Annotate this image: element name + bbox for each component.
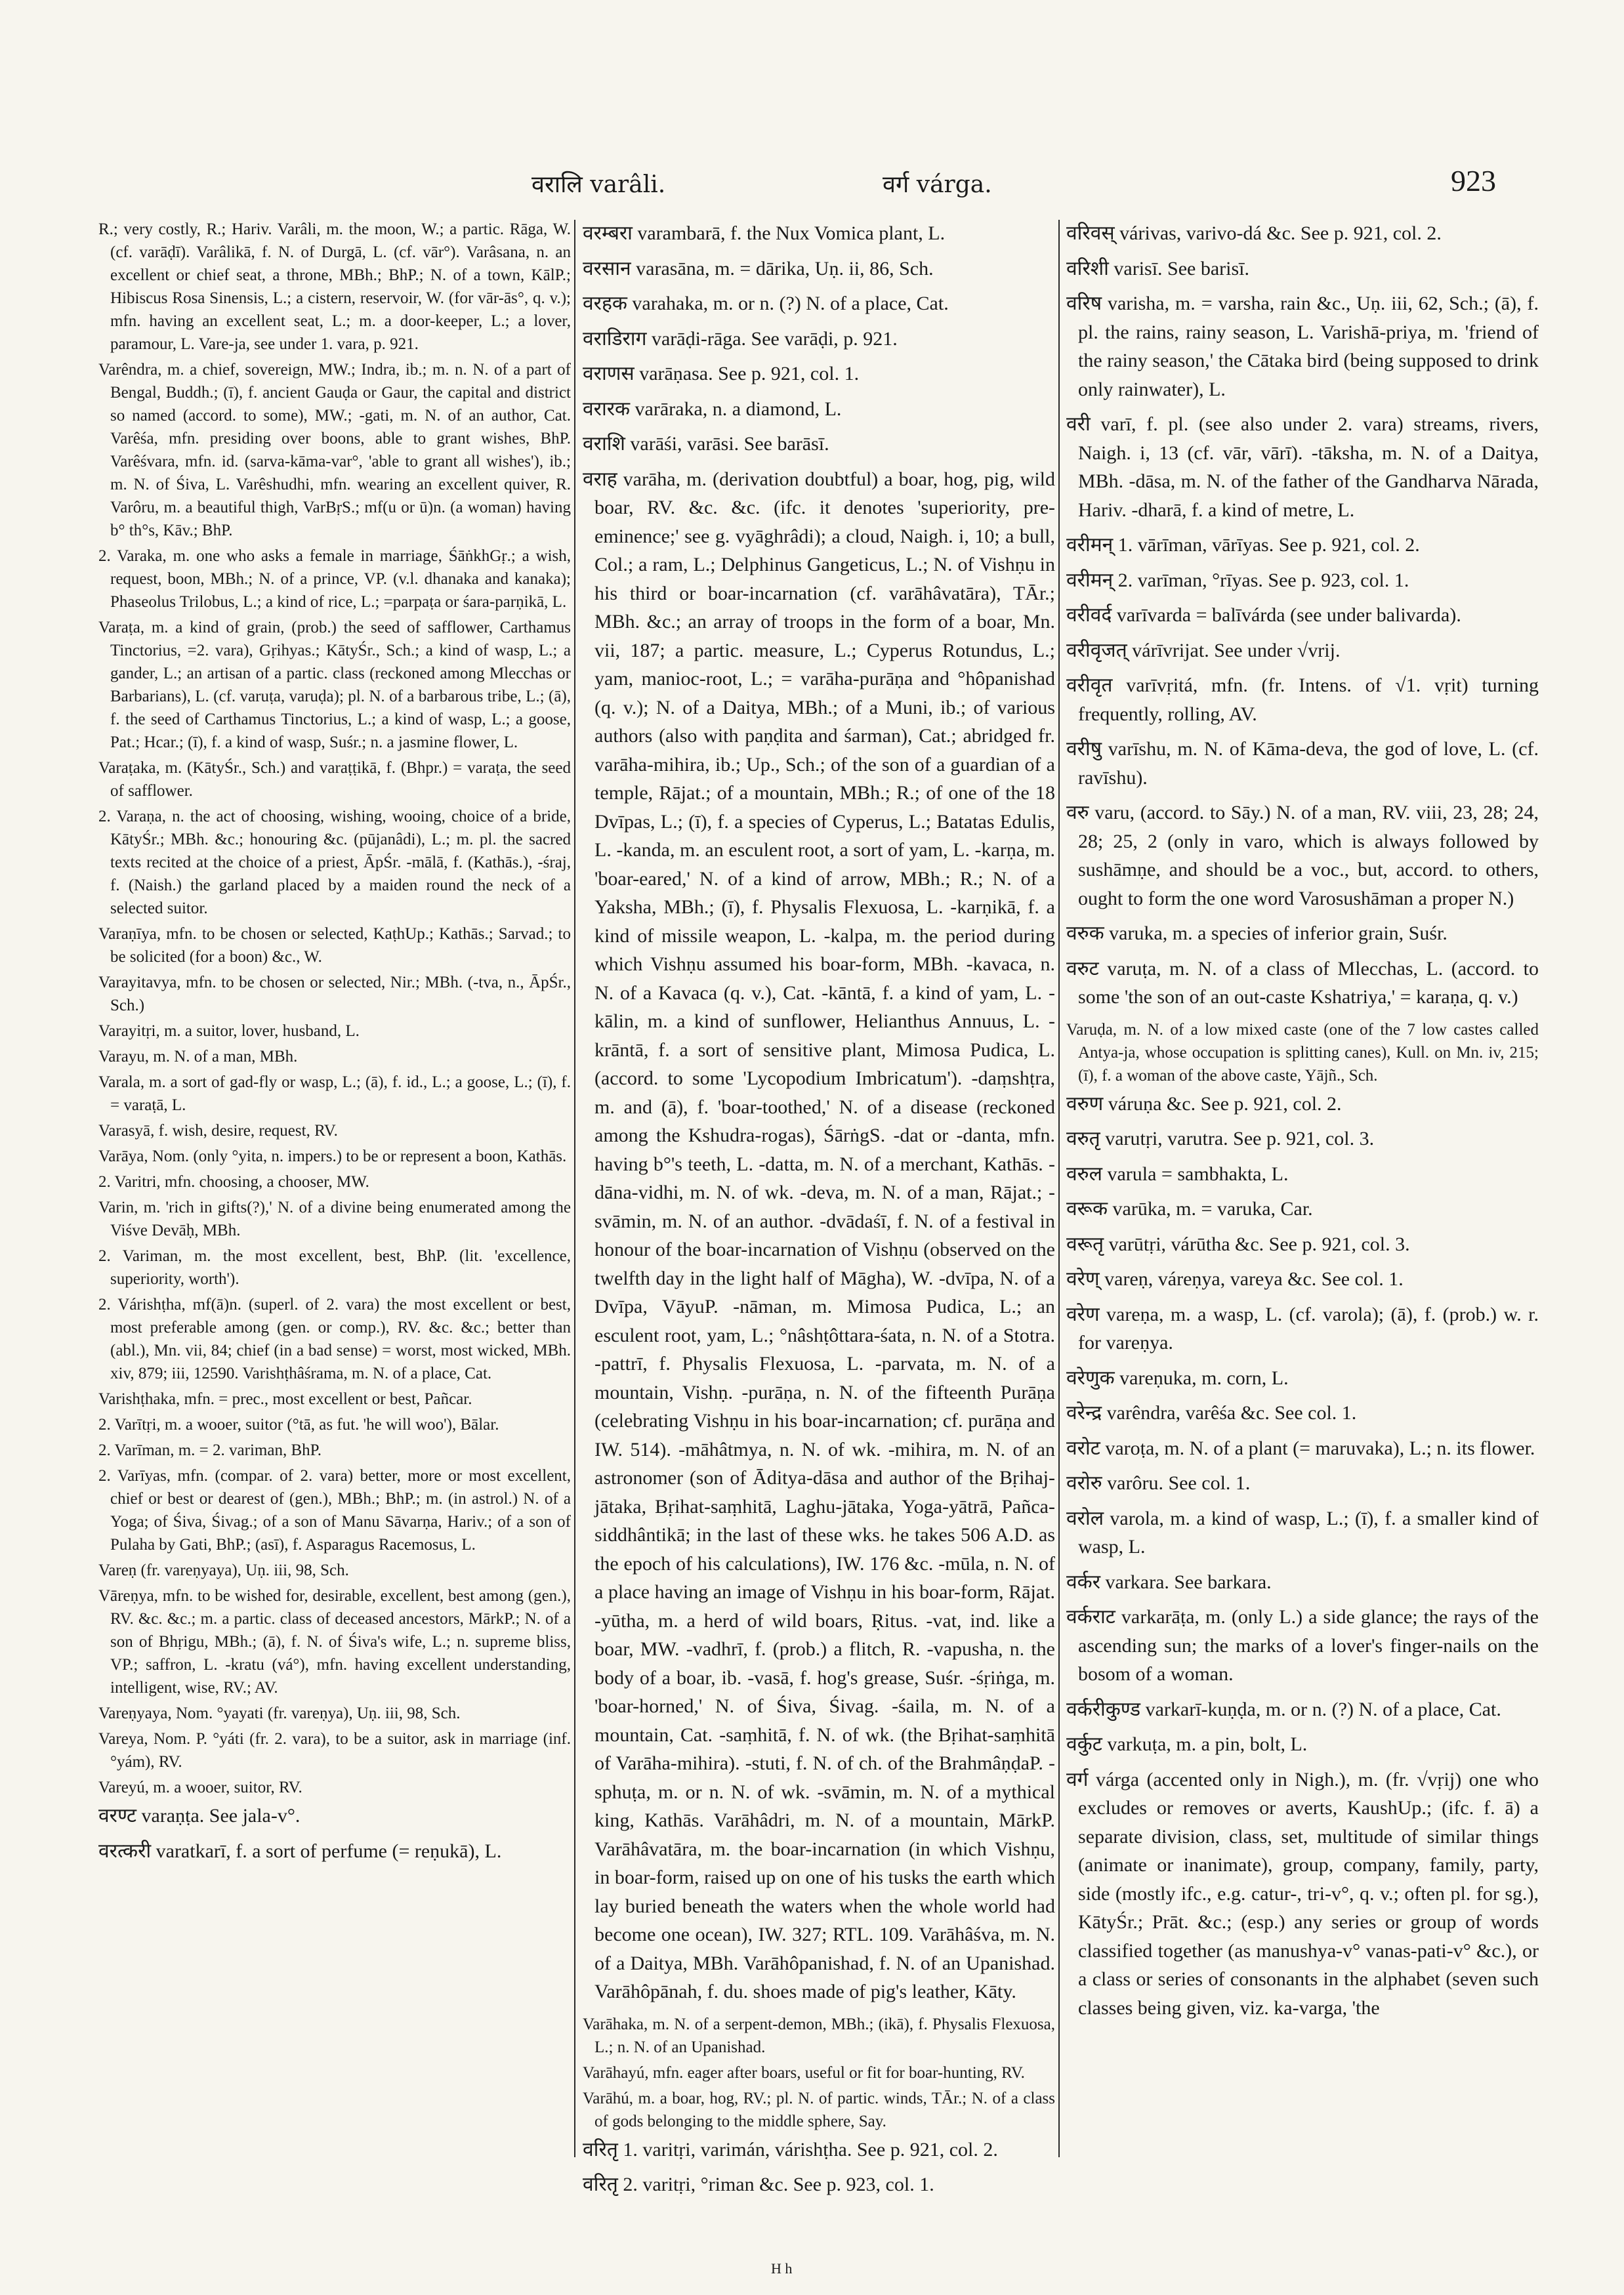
dictionary-entry: Vāreṇya, mfn. to be wished for, desirable, excellent, best among (gen.), RV. &c. &c.; m. a partic. class of deceased ancestors, MārkP.; N. of a son of Bhṛigu, MBh.; (ā), f. N. of Śiva's wife, L.; n. supreme bliss, VP.; saffron, L. -kratu (vá°), mfn. having excellent understanding, intelligent, wise, RV.; AV. <box>98 1587 571 1697</box>
dictionary-entry: वरीवृजत् várīvrijat. See under √vrij. <box>1066 639 1341 661</box>
dictionary-entry: वरुल varula = sambhakta, L. <box>1066 1163 1289 1185</box>
dictionary-entry: वर्ग várga (accented only in Nigh.), m. (fr. √vṛij) one who excludes or removes or averts, KaushUp.; (ifc. f. ā) a separate division, class, set, multitude of similar things (animate or inanimate), group, company, family, party, side (mostly ifc., e.g. catur-, tri-v°, q. v.; often pl. for sg.), KātyŚr.; Prāt. &c.; (esp.) any series or group of words classified together (as manushya-v° vanas-pati-v° &c.), or a class or series of consonants in the alphabet (seven such classes being given, viz. ka-varga, 'the <box>1066 1768 1539 2019</box>
header-left-headword: वरालि varâli. <box>531 171 666 198</box>
dictionary-entry: 2. Varitri, mfn. choosing, a chooser, MW. <box>98 1173 369 1191</box>
dictionary-entry: Varuḍa, m. N. of a low mixed caste (one of the 7 low castes called Antya-ja, whose occupation is splitting canes), Kull. on Mn. iv, 215; (ī), f. a woman of the above caste, Yājñ., Sch. <box>1066 1020 1539 1085</box>
dictionary-entry: Varāya, Nom. (only °yita, n. impers.) to be or represent a boon, Kathās. <box>98 1148 567 1165</box>
dictionary-entry: वर्कराट varkarāṭa, m. (only L.) a side glance; the rays of the ascending sun; the marks of a lover's finger-nails on the bosom of a woman. <box>1066 1606 1539 1685</box>
dictionary-entry: वरु varu, (accord. to Sāy.) N. of a man, RV. viii, 23, 28; 24, 28; 25, 2 (only in varo, which is always followed by sushāmṇe, and should be a voc., but, accord. to others, ought to form the one word Varosushāman a proper N.) <box>1066 802 1539 909</box>
dictionary-entry: वरसान varasāna, m. = dārika, Uṇ. ii, 86, Sch. <box>583 257 934 279</box>
dictionary-entry: 2. Varīman, m. = 2. variman, BhP. <box>98 1441 322 1459</box>
dictionary-entry: वरितृ 2. varitṛi, °riman &c. See p. 923, col. 1. <box>583 2174 934 2195</box>
dictionary-entry: वरेन्द्र varêndra, varêśa &c. See col. 1. <box>1066 1402 1357 1424</box>
dictionary-entry: Varin, m. 'rich in gifts(?),' N. of a divine being enumerated among the Viśve Devāḥ, MBh. <box>98 1199 571 1239</box>
dictionary-entry: 2. Varaka, m. one who asks a female in marriage, ŚāṅkhGṛ.; a wish, request, boon, MBh.; N. of a prince, VP. (v.l. dhanaka and kanaka); Phaseolus Trilobus, L.; a kind of rice, L.; =parpaṭa or śara-parṇikā, L. <box>98 547 571 611</box>
dictionary-entry: Varayitavya, mfn. to be chosen or selected, Nir.; MBh. (-tva, n., ĀpŚr., Sch.) <box>98 974 571 1014</box>
dictionary-entry: वराशि varāśi, varāsi. See barāsī. <box>583 433 829 455</box>
dictionary-entry: वर्करीकुण्ड varkarī-kuṇḍa, m. or n. (?) N. of a place, Cat. <box>1066 1698 1501 1720</box>
dictionary-entry: वरिवस् várivas, varivo-dá &c. See p. 921, col. 2. <box>1066 222 1442 244</box>
dictionary-column-1 <box>98 218 571 2164</box>
dictionary-entry: 2. Varaṇa, n. the act of choosing, wishing, wooing, choice of a bride, KātyŚr.; MBh. &c.; honouring &c. (pūjanâdi), L.; m. pl. the sacred texts recited at the choice of a priest, ĀpŚr. -mālā, f. (Kathās.), -śraj, f. (Naish.) the garland placed by a maiden round the neck of a selected suitor. <box>98 808 571 917</box>
dictionary-entry: वरूतृ varūtṛi, várūtha &c. See p. 921, col. 3. <box>1066 1233 1410 1255</box>
dictionary-entry: Varāhaka, m. N. of a serpent-demon, MBh.; (ikā), f. Physalis Flexuosa, L.; n. N. of an Upanishad. <box>583 2015 1055 2056</box>
dictionary-entry: Varala, m. a sort of gad-fly or wasp, L.; (ā), f. id., L.; a goose, L.; (ī), f. = varaṭā, L. <box>98 1073 571 1114</box>
dictionary-column-2 <box>583 218 1055 2195</box>
dictionary-entry: वरोरु varôru. See col. 1. <box>1066 1472 1251 1494</box>
dictionary-entry: वरीवृत varīvṛitá, mfn. (fr. Intens. of √1. vṛit) turning frequently, rolling, AV. <box>1066 674 1539 725</box>
dictionary-entry: वरीवर्द varīvarda = balīvárda (see under balivarda). <box>1066 604 1461 626</box>
dictionary-entry: Varayu, m. N. of a man, MBh. <box>98 1048 298 1065</box>
dictionary-entry: वर्कुट varkuṭa, m. a pin, bolt, L. <box>1066 1733 1308 1755</box>
dictionary-entry: Varāhú, m. a boar, hog, RV.; pl. N. of partic. winds, TĀr.; N. of a class of gods belonging to the middle sphere, Say. <box>583 2089 1055 2130</box>
dictionary-entry: वराडिराग varāḍi-rāga. See varāḍi, p. 921. <box>583 327 898 350</box>
dictionary-entry: वरुण váruṇa &c. See p. 921, col. 2. <box>1066 1092 1342 1115</box>
dictionary-entry: वरम्बरा varambarā, f. the Nux Vomica plant, L. <box>583 222 946 244</box>
dictionary-entry: 2. Varītṛi, m. a wooer, suitor (°tā, as fut. 'he will woo'), Bālar. <box>98 1416 499 1434</box>
dictionary-entry: वरीमन् 1. vārīman, vārīyas. See p. 921, col. 2. <box>1066 534 1420 556</box>
dictionary-entry: Vareyú, m. a wooer, suitor, RV. <box>98 1779 302 1796</box>
dictionary-entry: Varasyā, f. wish, desire, request, RV. <box>98 1122 338 1140</box>
dictionary-entry: Varāhayú, mfn. eager after boars, useful or fit for boar-hunting, RV. <box>583 2063 1025 2082</box>
dictionary-entry: वरिष varisha, m. = varsha, rain &c., Uṇ. iii, 62, Sch.; (ā), f. pl. the rains, rainy season, L. Varishā-priya, m. 'friend of the rainy season,' the Cātaka bird (being supposed to drink only rainwater), L. <box>1066 293 1539 400</box>
dictionary-entry: वरूक varūka, m. = varuka, Car. <box>1066 1198 1313 1220</box>
dictionary-entry: वरेणुक vareṇuka, m. corn, L. <box>1066 1367 1289 1389</box>
dictionary-entry: 2. Varīyas, mfn. (compar. of 2. vara) better, more or most excellent, chief or best or dearest of (gen.), MBh.; BhP.; m. (in astrol.) N. of a Yoga; of Śiva, Śivag.; of a son of Manu Sāvarṇa, Hariv.; of a son of Pulaha by Gati, BhP.; (asī), f. Asparagus Racemosus, L. <box>98 1467 571 1554</box>
header-center-headword: वर्ग várga. <box>883 171 992 198</box>
dictionary-entry: वरी varī, f. pl. (see also under 2. vara) streams, rivers, Naigh. i, 13 (cf. vār, vārī). -tāksha, m. N. of a Daitya, MBh. -dāsa, m. N. of the father of the Gandharva Nārada, Hariv. -dharā, f. a kind of metre, L. <box>1066 413 1539 521</box>
column-divider-1 <box>574 220 575 2157</box>
dictionary-entry: Vareṇyaya, Nom. °yayati (fr. vareṇya), Uṇ. iii, 98, Sch. <box>98 1705 461 1722</box>
dictionary-entry: वर्कर varkara. See barkara. <box>1066 1571 1272 1593</box>
dictionary-entry: वरुट varuṭa, m. N. of a class of Mlecchas, L. (accord. to some 'the son of an out-caste Kshatriya,' = karaṇa, q. v.) <box>1066 957 1539 1008</box>
dictionary-entry: वराणस varāṇasa. See p. 921, col. 1. <box>583 363 860 384</box>
dictionary-entry: Varayitṛi, m. a suitor, lover, husband, L. <box>98 1022 360 1040</box>
dictionary-entry: 2. Várishṭha, mf(ā)n. (superl. of 2. vara) the most excellent or best, most preferable among (gen. or comp.), RV. &c. &c.; better than (abl.), Mn. vii, 84; chief (in a bad sense) = worst, most wicked, MBh. xiv, 879; iii, 12590. Varishṭhâśrama, m. N. of a place, Cat. <box>98 1296 571 1382</box>
dictionary-entry: Varaṇīya, mfn. to be chosen or selected, KaṭhUp.; Kathās.; Sarvad.; to be solicited (for a boon) &c., W. <box>98 925 571 966</box>
dictionary-entry: वरोट varoṭa, m. N. of a plant (= maruvaka), L.; n. its flower. <box>1066 1437 1535 1459</box>
dictionary-entry: R.; very costly, R.; Hariv. Varâli, m. the moon, W.; a partic. Rāga, W. (cf. varāḍī). Varâlikā, f. N. of Durgā, L. (cf. vār°). Varâsana, n. an excellent or chief seat, a throne, MBh.; BhP.; N. of a town, KālP.; Hibiscus Rosa Sinensis, L.; a cistern, reservoir, W. (for vār-ās°, q. v.); mfn. having an excellent seat, L.; m. a door-keeper, L.; a lover, paramour, L. Vare-ja, see under 1. vara, p. 921. <box>98 220 571 353</box>
dictionary-entry: वरुतृ varutṛi, varutra. See p. 921, col. 3. <box>1066 1128 1375 1149</box>
dictionary-entry: वरेण vareṇa, m. a wasp, L. (cf. varola); (ā), f. (prob.) w. r. for vareṇya. <box>1066 1303 1539 1354</box>
dictionary-entry: वरितृ 1. varitṛi, varimán, várishṭha. See p. 921, col. 2. <box>583 2138 998 2161</box>
dictionary-entry: Varêndra, m. a chief, sovereign, MW.; Indra, ib.; m. n. N. of a part of Bengal, Buddh.; (ī), f. ancient Gauḍa or Gaur, the capital and district so named (accord. to some), MW.; -gati, m. N. of an author, Cat. Varêśa, mfn. presiding over boons, able to grant wishes, BhP. Varêśvara, mfn. id. (sarva-kāma-var°, 'able to grant all wishes'), ib.; m. N. of Śiva, L. Varêshudhi, mfn. wearing an excellent quiver, R. Varôru, m. a beautiful thigh, VarBṛS.; mf(u or ū)n. (a woman) having b° th°s, Kāv.; BhP. <box>98 361 571 539</box>
dictionary-entry: वरोल varola, m. a kind of wasp, L.; (ī), f. a smaller kind of wasp, L. <box>1066 1507 1539 1558</box>
dictionary-entry: वरत्करी varatkarī, f. a sort of perfume (= reṇukā), L. <box>98 1840 502 1862</box>
page-number: 923 <box>1451 164 1496 197</box>
signature-mark: H h <box>771 2260 793 2277</box>
dictionary-entry: Varaṭa, m. a kind of grain, (prob.) the seed of safflower, Carthamus Tinctorius, =2. vara), Gṛihyas.; KātyŚr., Sch.; a kind of wasp, L.; a gander, L.; an artisan of a partic. class (reckoned among Mlecchas or Barbarians), L. (cf. varuṭa, varuḍa); pl. N. of a barbarous tribe, L.; (ā), f. the seed of Carthamus Tinctorius, L.; a kind of wasp, L.; a goose, Pat.; Hcar.; (ī), f. a kind of wasp, Suśr.; n. a jasmine flower, L. <box>98 619 571 751</box>
page-header <box>98 164 1496 207</box>
dictionary-entry: वरेण् vareṇ, váreṇya, vareya &c. See col. 1. <box>1066 1268 1404 1290</box>
dictionary-entry: Vareṇ (fr. vareṇyaya), Uṇ. iii, 98, Sch. <box>98 1561 349 1579</box>
dictionary-column-3 <box>1066 218 1539 2164</box>
dictionary-entry: वरहक varahaka, m. or n. (?) N. of a place, Cat. <box>583 293 949 314</box>
dictionary-entry: वरुक varuka, m. a species of inferior grain, Suśr. <box>1066 922 1447 944</box>
column-divider-2 <box>1058 220 1060 2157</box>
dictionary-entry: Vareya, Nom. P. °yáti (fr. 2. vara), to be a suitor, ask in marriage (inf. °yám), RV. <box>98 1730 571 1771</box>
dictionary-entry: वरण्ट varaṇṭa. See jala-v°. <box>98 1805 301 1827</box>
dictionary-entry: वरारक varāraka, n. a diamond, L. <box>583 398 842 420</box>
dictionary-entry: 2. Variman, m. the most excellent, best, BhP. (lit. 'excellence, superiority, worth'). <box>98 1247 571 1288</box>
dictionary-entry: Varishṭhaka, mfn. = prec., most excellent or best, Pañcar. <box>98 1390 472 1408</box>
dictionary-entry: वरिशी varisī. See barisī. <box>1066 257 1250 279</box>
dictionary-entry: वरीमन् 2. varīman, °rīyas. See p. 923, col. 1. <box>1066 569 1409 591</box>
dictionary-entry: वराह varāha, m. (derivation doubtful) a boar, hog, pig, wild boar, RV. &c. &c. (ifc. it denotes 'superiority, pre-eminence;' see g. vyāghrâdi); a cloud, Naigh. i, 10; a bull, Col.; a ram, L.; Delphinus Gangeticus, L.; N. of Vishṇu in his third or boar-incarnation (cf. varāhâvatāra), TĀr.; MBh. &c.; an array of troops in the form of a boar, Mn. vii, 187; a partic. measure, L.; Cyperus Rotundus, L.; yam, manioc-root, L.; = varāha-purāṇa and °hôpanishad (q. v.); N. of a Daitya, MBh.; of a Muni, ib.; of various authors (also with paṇḍita and śarman), Cat.; abridged fr. varāha-mihira, ib.; Up., Sch.; of the son of a guardian of a temple, Rājat.; of a mountain, MBh.; R.; of one of the 18 Dvīpas, L.; (ī), f. a species of Cyperus, L.; Batatas Edulis, L. -kanda, m. an esculent root, a sort of yam, L. -karṇa, m. 'boar-eared,' N. of a kind of arrow, MBh.; R.; N. of a Yaksha, MBh.; (ī), f. Physalis Flexuosa, L. -karṇikā, f. a kind of missile weapon, L. -kalpa, m. the period during which Vishṇu assumed his boar-form, MBh. -kavaca, n. N. of a Kavaca (q. v.), Cat. -kāntā, f. a kind of yam, L. -kālin, m. a kind of sunflower, Helianthus Annuus, L. -krāntā, f. a sort of sensitive plant, Mimosa Pudica, L. (accord. to some 'Lycopodium Imbricatum'). -daṃshṭra, m. and (ā), f. 'boar-toothed,' N. of a disease (reckoned among the Kshudra-rogas), ŚārṅgS. -dat or -danta, mfn. having b°'s teeth, L. -datta, m. N. of a merchant, Kathās. -dāna-vidhi, m. N. of wk. -deva, m. N. of a man, Rājat.; -svāmin, m. N. of an author. -dvādaśī, f. N. of a festival in honour of the boar-incarnation of Vishṇu (observed on the twelfth day in the light half of Māgha), W. -dvīpa, N. of a Dvīpa, VāyuP. -nāman, m. Mimosa Pudica, L.; an esculent root, yam, L.; °nâshṭôttara-śata, n. N. of a Stotra. -pattrī, f. Physalis Flexuosa, L. -parvata, m. N. of a mountain, Vishṇ. -purāṇa, n. N. of the fifteenth Purāṇa (celebrating Vishṇu in his boar-incarnation; cf. purāṇa and IW. 514). -māhâtmya, n. N. of wk. -mihira, m. N. of an astronomer (son of Āditya-dāsa and author of the Bṛihaj-jātaka, Bṛihat-saṃhitā, Laghu-jātaka, Yoga-yātrā, Pañca-siddhântikā; in the last of these wks. he takes 506 A.D. as the epoch of his calculations), IW. 176 &c. -mūla, n. N. of a place having an image of Vishṇu in his boar-form, Rājat. -yūtha, m. a herd of wild boars, Ṛitus. -vat, ind. like a boar, MW. -vadhrī, f. (prob.) a flitch, R. -vapusha, n. the body of a boar, ib. -vasā, f. hog's grease, Suśr. -śṛiṅga, m. 'boar-horned,' N. of Śiva, Śivag. -śaila, m. N. of a mountain, Cat. -saṃhitā, f. N. of wk. (the Bṛihat-saṃhitā of Varāha-mihira). -stuti, f. N. of ch. of the BrahmâṇḍaP. -sphuṭa, m. or n. N. of wk. -svāmin, m. N. of a mythical king, Kathās. Varāhâdri, m. N. of a mountain, MārkP. Varāhâvatāra, m. the boar-incarnation (in which Vishṇu, in boar-form, raised up on one of his tusks the earth which lay buried beneath the waters when the whole world had become one ocean), IW. 327; RTL. 109. Varāhâśva, m. N. of a Daitya, MBh. Varāhôpanishad, f. N. of an Upanishad. Varāhôpānah, f. du. shoes made of pig's leather, Kāty. <box>583 468 1055 2002</box>
dictionary-entry: वरीषु varīshu, m. N. of Kāma-deva, the god of love, L. (cf. ravīshu). <box>1066 738 1539 789</box>
dictionary-entry: Varaṭaka, m. (KātyŚr., Sch.) and varaṭṭikā, f. (Bhpr.) = varaṭa, the seed of safflower. <box>98 759 571 800</box>
